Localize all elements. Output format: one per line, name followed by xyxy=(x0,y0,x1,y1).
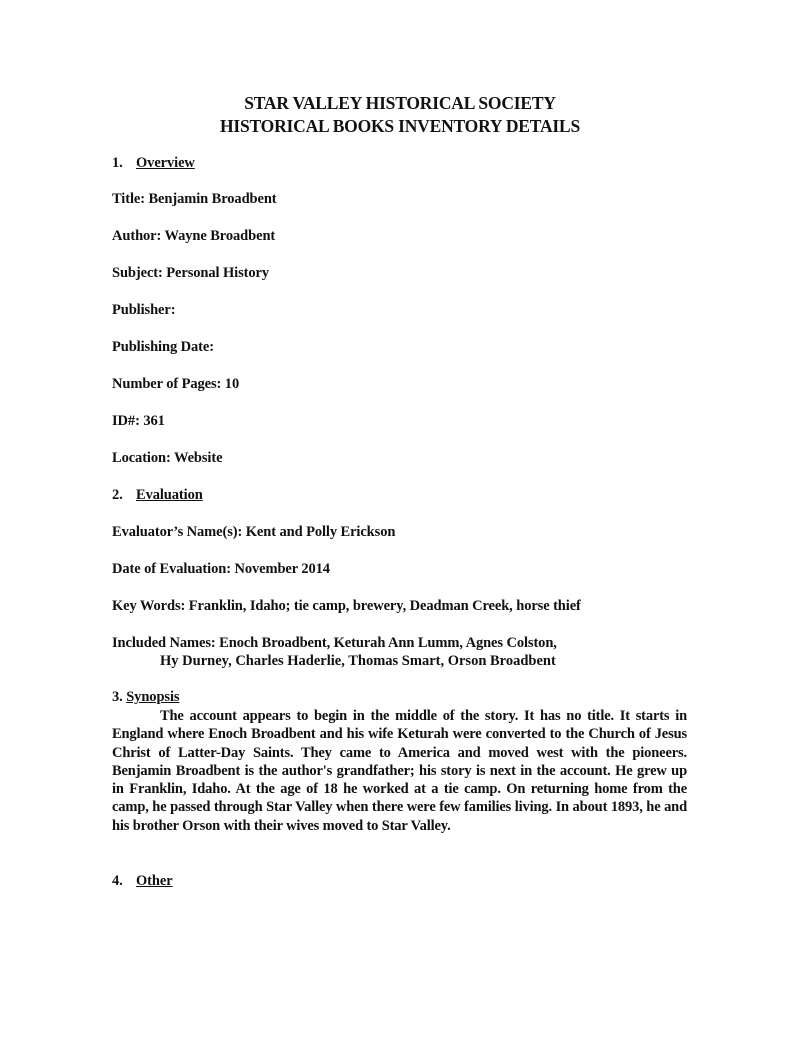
section-overview-heading xyxy=(112,155,195,172)
section-number: 3. xyxy=(112,689,123,705)
society-title: STAR VALLEY HISTORICAL SOCIETY xyxy=(244,93,556,113)
section-heading: Overview xyxy=(136,155,195,171)
document-title: HISTORICAL BOOKS INVENTORY DETAILS xyxy=(219,116,581,136)
field-number-of-pages: Number of Pages: 10 xyxy=(112,376,240,392)
field-location: Location: Website xyxy=(112,450,223,466)
field-included-names-continued: Hy Durney, Charles Haderlie, Thomas Smart, Orson Broadbent xyxy=(160,653,556,669)
section-number: 2. xyxy=(112,487,123,503)
field-publisher: Publisher: xyxy=(112,302,176,318)
field-title: Title: Benjamin Broadbent xyxy=(112,191,277,207)
field-publishing-date: Publishing Date: xyxy=(112,339,214,355)
field-key-words: Key Words: Franklin, Idaho; tie camp, brewery, Deadman Creek, horse thief xyxy=(112,598,581,614)
field-id: ID#: 361 xyxy=(112,413,165,429)
field-included-names: Included Names: Enoch Broadbent, Keturah Ann Lumm, Agnes Colston, xyxy=(112,635,557,651)
section-number: 4. xyxy=(112,873,123,889)
synopsis-text: The account appears to begin in the middle of the story. It has no title. It starts in England where Enoch Broadbent and his wife Keturah were converted to the Church of Jesus Christ of Latter-Day Saints. They came to America and moved west with the pioneers. Benjamin Broadbent is the author's grandfather; his story is next in the account. He grew up in Franklin, Idaho. At the age of 18 he worked at a tie camp. On returning home from the camp, he passed through Star Valley when there were few families living. In about 1893, he and his brother Orson with their wives moved to Star Valley. xyxy=(112,708,687,834)
field-subject: Subject: Personal History xyxy=(112,265,269,281)
field-author: Author: Wayne Broadbent xyxy=(112,228,276,244)
section-heading: Evaluation xyxy=(136,487,203,503)
field-evaluators: Evaluator’s Name(s): Kent and Polly Erickson xyxy=(112,524,396,540)
section-number: 1. xyxy=(112,155,123,171)
section-other-heading xyxy=(112,873,173,890)
section-heading: Synopsis xyxy=(126,689,180,705)
section-evaluation-heading xyxy=(112,487,203,504)
field-evaluation-date: Date of Evaluation: November 2014 xyxy=(112,561,330,577)
section-heading: Other xyxy=(136,873,173,889)
section-synopsis-heading xyxy=(112,689,179,706)
